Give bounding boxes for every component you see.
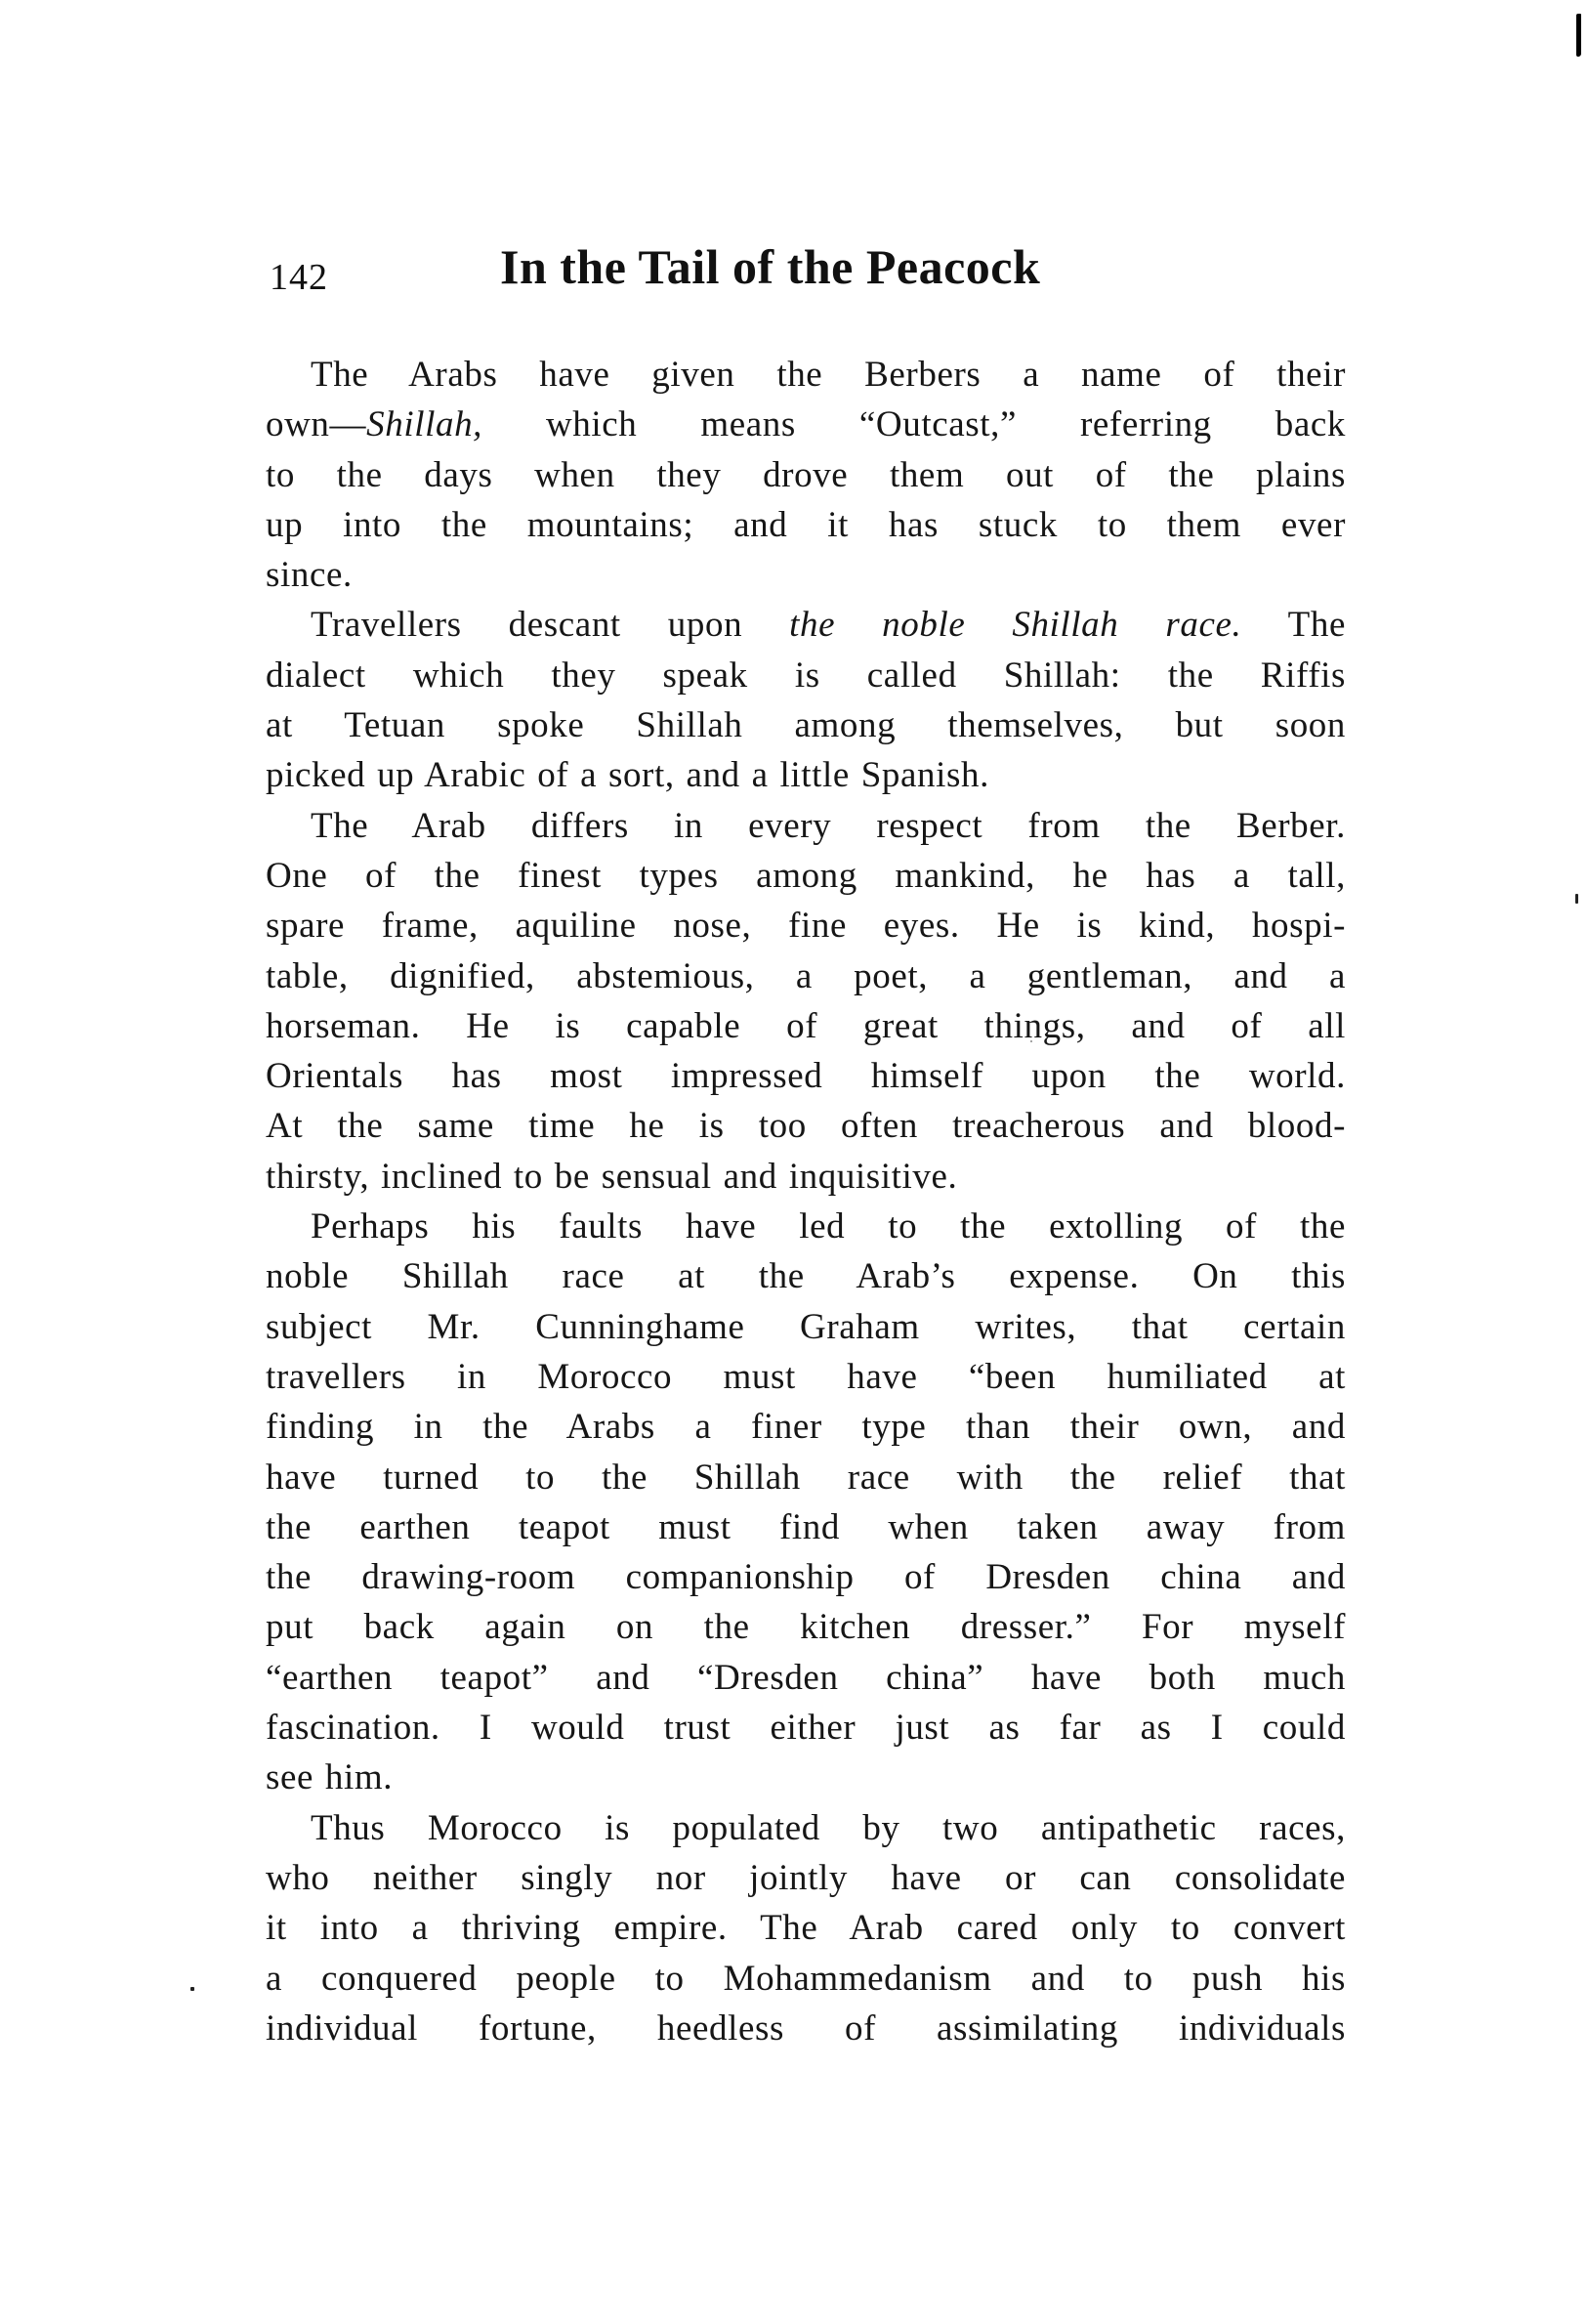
text-line: The Arabs have given the Berbers a name of their bbox=[311, 355, 1346, 395]
text-line: see him. bbox=[266, 1757, 394, 1798]
running-title: In the Tail of the Peacock bbox=[500, 239, 1041, 294]
scan-speck bbox=[190, 1987, 194, 1991]
text-line: Perhaps his faults have led to the extolling of the bbox=[311, 1206, 1346, 1247]
text-span: own— bbox=[266, 404, 367, 445]
text-line: picked up Arabic of a sort, and a little Spanish. bbox=[266, 755, 989, 796]
text-line: since. bbox=[266, 555, 353, 596]
text-line: noble Shillah race at the Arab’s expense. On this bbox=[266, 1256, 1346, 1297]
text-line: the drawing-room companionship of Dresden china and bbox=[266, 1557, 1346, 1598]
italic-term: Shillah, bbox=[366, 404, 483, 445]
text-line: The Arab differs in every respect from the Berber. bbox=[311, 805, 1346, 846]
text-line: Thus Morocco is populated by two antipathetic races, bbox=[311, 1807, 1346, 1848]
text-span: which means “Outcast,” referring back bbox=[482, 404, 1346, 445]
text-line: fascination. I would trust either just as far as I could bbox=[266, 1708, 1346, 1749]
text-line: at Tetuan spoke Shillah among themselves, but soon bbox=[266, 705, 1346, 746]
text-line: up into the mountains; and it has stuck to them ever bbox=[266, 504, 1346, 545]
text-line: One of the finest types among mankind, he has a tall, bbox=[266, 855, 1346, 896]
body-text bbox=[266, 350, 1346, 2053]
text-line: individual fortune, heedless of assimilating individuals bbox=[266, 2007, 1346, 2049]
text-line bbox=[266, 400, 1346, 449]
text-line: horseman. He is capable of great things, and of all bbox=[266, 1005, 1346, 1046]
scan-edge-mark bbox=[1576, 14, 1581, 57]
page-number: 142 bbox=[270, 257, 328, 298]
text-line: put back again on the kitchen dresser.” For myself bbox=[266, 1607, 1346, 1648]
text-span: Travellers descant upon bbox=[311, 605, 790, 646]
text-line: spare frame, aquiline nose, fine eyes. He is kind, hospi- bbox=[266, 906, 1346, 947]
text-line: thirsty, inclined to be sensual and inquisitive. bbox=[266, 1156, 958, 1197]
text-line: travellers in Morocco must have “been humiliated at bbox=[266, 1356, 1346, 1397]
scan-speck bbox=[1575, 894, 1578, 904]
text-line: to the days when they drove them out of the plains bbox=[266, 454, 1346, 495]
text-line: subject Mr. Cunninghame Graham writes, that certain bbox=[266, 1306, 1346, 1347]
text-line: table, dignified, abstemious, a poet, a gentleman, and a bbox=[266, 955, 1346, 996]
text-line: it into a thriving empire. The Arab cared only to convert bbox=[266, 1908, 1346, 1949]
text-line: Orientals has most impressed himself upon the world. bbox=[266, 1056, 1346, 1097]
text-line: At the same time he is too often treacherous and blood- bbox=[266, 1106, 1346, 1147]
text-line bbox=[266, 600, 1346, 650]
italic-phrase: the noble Shillah race. bbox=[789, 605, 1242, 646]
text-span: The bbox=[1241, 605, 1346, 646]
text-line: finding in the Arabs a finer type than their own, and bbox=[266, 1407, 1346, 1448]
text-line: have turned to the Shillah race with the relief that bbox=[266, 1457, 1346, 1498]
text-line: who neither singly nor jointly have or can consolidate bbox=[266, 1857, 1346, 1898]
text-line: dialect which they speak is called Shillah: the Riffis bbox=[266, 655, 1346, 696]
text-line: a conquered people to Mohammedanism and to push his bbox=[266, 1958, 1346, 1999]
text-line: “earthen teapot” and “Dresden china” have both much bbox=[266, 1657, 1346, 1698]
text-line: the earthen teapot must find when taken away from bbox=[266, 1506, 1346, 1547]
